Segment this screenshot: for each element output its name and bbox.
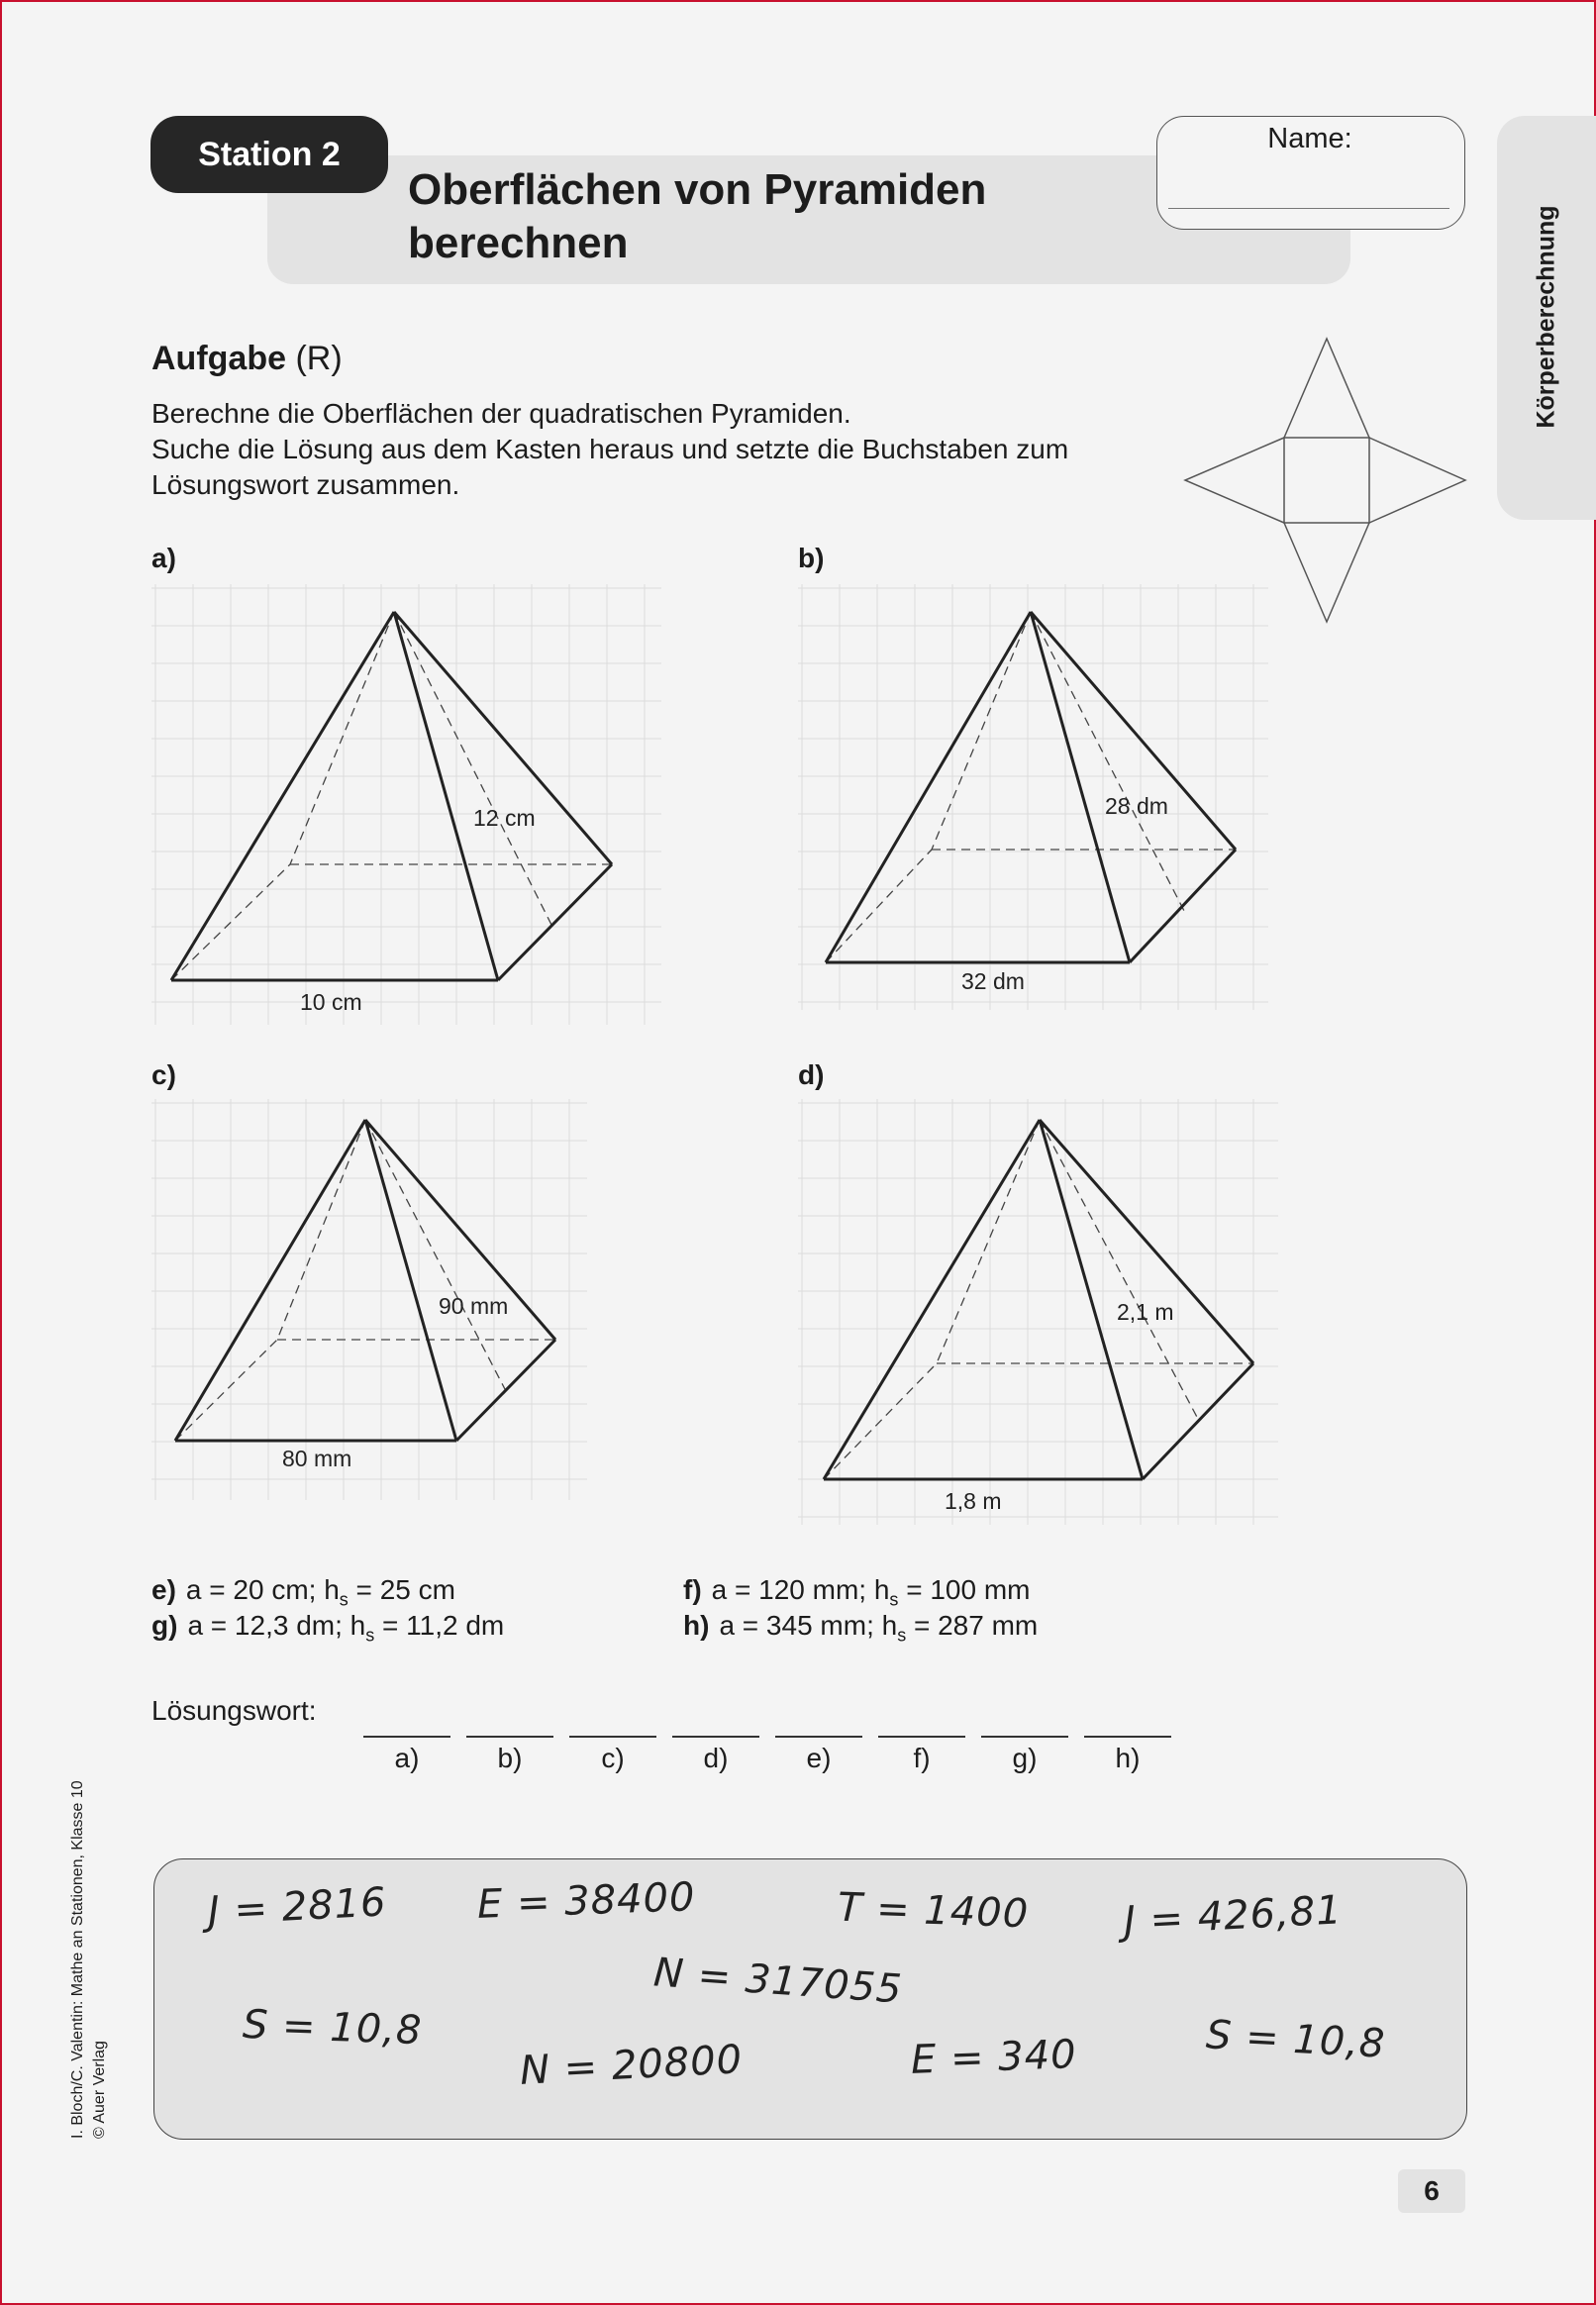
pyramid-a-label: a): [151, 543, 176, 573]
task-h-label: h): [683, 1610, 710, 1641]
page-number: 6: [1398, 2169, 1465, 2213]
pyramid-net-diagram: [1183, 337, 1470, 624]
answer-item: S = 10,8: [1204, 2012, 1387, 2067]
task-line1: Berechne die Oberflächen der quadratischen Pyramiden.: [151, 398, 851, 429]
task-g-sub: s: [365, 1625, 375, 1646]
task-f-sub: s: [889, 1589, 899, 1610]
pyramid-c-drawing: [151, 1099, 587, 1500]
pyramid-b-base: 32 dm: [961, 968, 1025, 994]
solution-label: Lösungswort:: [151, 1695, 317, 1726]
task-heading-bold: Aufgabe: [151, 340, 286, 377]
task-line3: Lösungswort zusammen.: [151, 469, 460, 500]
net-face-right: [1369, 438, 1465, 523]
pyramid-c-base: 80 mm: [282, 1446, 352, 1471]
task-instructions: [151, 396, 1181, 503]
solution-slot-label: d): [703, 1743, 729, 1773]
grid: [798, 584, 1268, 1010]
task-f: [683, 1574, 1030, 1611]
pyramid-a-base: 10 cm: [300, 989, 362, 1015]
task-f-label: f): [683, 1574, 702, 1605]
task-e-a: a = 20 cm; h: [185, 1574, 340, 1605]
task-g-rest: = 11,2 dm: [374, 1610, 505, 1641]
answer-item: T = 1400: [837, 1884, 1030, 1938]
solution-slot-line[interactable]: [466, 1736, 553, 1738]
solution-slot-line[interactable]: [878, 1736, 965, 1738]
pyramid-c-label: c): [151, 1059, 176, 1090]
task-heading: [151, 340, 343, 378]
task-h-a: a = 345 mm; h: [719, 1610, 898, 1641]
page-title-line2: berechnen: [408, 219, 629, 267]
pyramid-d-height: 2,1 m: [1117, 1299, 1174, 1325]
task-g: [151, 1610, 504, 1647]
pyramid-b-height: 28 dm: [1105, 793, 1168, 819]
answer-item: S = 10,8: [242, 2001, 424, 2054]
task-level: (R): [295, 340, 343, 377]
task-g-label: g): [151, 1610, 178, 1641]
task-e: [151, 1574, 455, 1611]
pyramid-d-base: 1,8 m: [945, 1488, 1002, 1514]
solution-slot-line[interactable]: [981, 1736, 1068, 1738]
answer-item: J = 426,81: [1122, 1887, 1344, 1945]
net-base: [1284, 438, 1369, 523]
page-title-line1: Oberflächen von Pyramiden: [408, 165, 987, 214]
page-title: [408, 163, 1121, 270]
name-label: Name:: [1267, 123, 1352, 154]
net-face-top: [1284, 339, 1369, 438]
solution-slot-label: h): [1115, 1743, 1141, 1773]
solution-slot-line[interactable]: [569, 1736, 656, 1738]
solution-slot-label: e): [806, 1743, 832, 1773]
credit-line2: © Auer Verlag: [91, 2041, 108, 2139]
pyramid-b-drawing: [798, 584, 1268, 1010]
pyramid-d-drawing: [798, 1099, 1278, 1525]
solution-slot-line[interactable]: [672, 1736, 759, 1738]
solution-slot-label: g): [1012, 1743, 1038, 1773]
pyramid-a-drawing: [151, 584, 661, 1025]
pyramid-b-label: b): [798, 543, 825, 573]
grid: [798, 1099, 1278, 1525]
credit-line1: I. Bloch/C. Valentin: Mathe an Stationen, Klasse 10: [69, 1780, 86, 2139]
net-face-bottom: [1284, 523, 1369, 622]
side-tab-label: Körperberechnung: [1532, 205, 1560, 429]
net-face-left: [1185, 438, 1284, 523]
answer-item: N = 20800: [518, 2037, 745, 2094]
task-g-a: a = 12,3 dm; h: [187, 1610, 366, 1641]
task-f-a: a = 120 mm; h: [711, 1574, 890, 1605]
task-line2: Suche die Lösung aus dem Kasten heraus und setzte die Buchstaben zum: [151, 434, 1069, 464]
task-e-rest: = 25 cm: [348, 1574, 455, 1605]
solution-slot-label: a): [394, 1743, 420, 1773]
solution-slot-line[interactable]: [363, 1736, 450, 1738]
solution-slot-label: c): [601, 1743, 625, 1773]
pyramid-d-label: d): [798, 1059, 825, 1090]
station-badge: Station 2: [150, 116, 388, 193]
solution-slot-line[interactable]: [775, 1736, 862, 1738]
answer-item: J = 2816: [206, 1879, 388, 1935]
answer-item: N = 317055: [651, 1950, 904, 2013]
credit: [67, 1743, 127, 2139]
task-h-sub: s: [897, 1625, 907, 1646]
solution-slot-line[interactable]: [1084, 1736, 1171, 1738]
answer-item: E = 38400: [476, 1874, 697, 1928]
pyramid-c-height: 90 mm: [439, 1293, 509, 1319]
task-h: [683, 1610, 1038, 1647]
name-field-line[interactable]: [1168, 208, 1449, 209]
solution-slot-label: f): [913, 1743, 931, 1773]
task-e-label: e): [151, 1574, 176, 1605]
grid: [151, 584, 661, 1025]
task-f-rest: = 100 mm: [898, 1574, 1031, 1605]
answer-item: E = 340: [910, 2032, 1078, 2083]
pyramid-a-height: 12 cm: [473, 805, 536, 831]
task-e-sub: s: [339, 1589, 349, 1610]
solution-slot-label: b): [497, 1743, 523, 1773]
task-h-rest: = 287 mm: [906, 1610, 1039, 1641]
